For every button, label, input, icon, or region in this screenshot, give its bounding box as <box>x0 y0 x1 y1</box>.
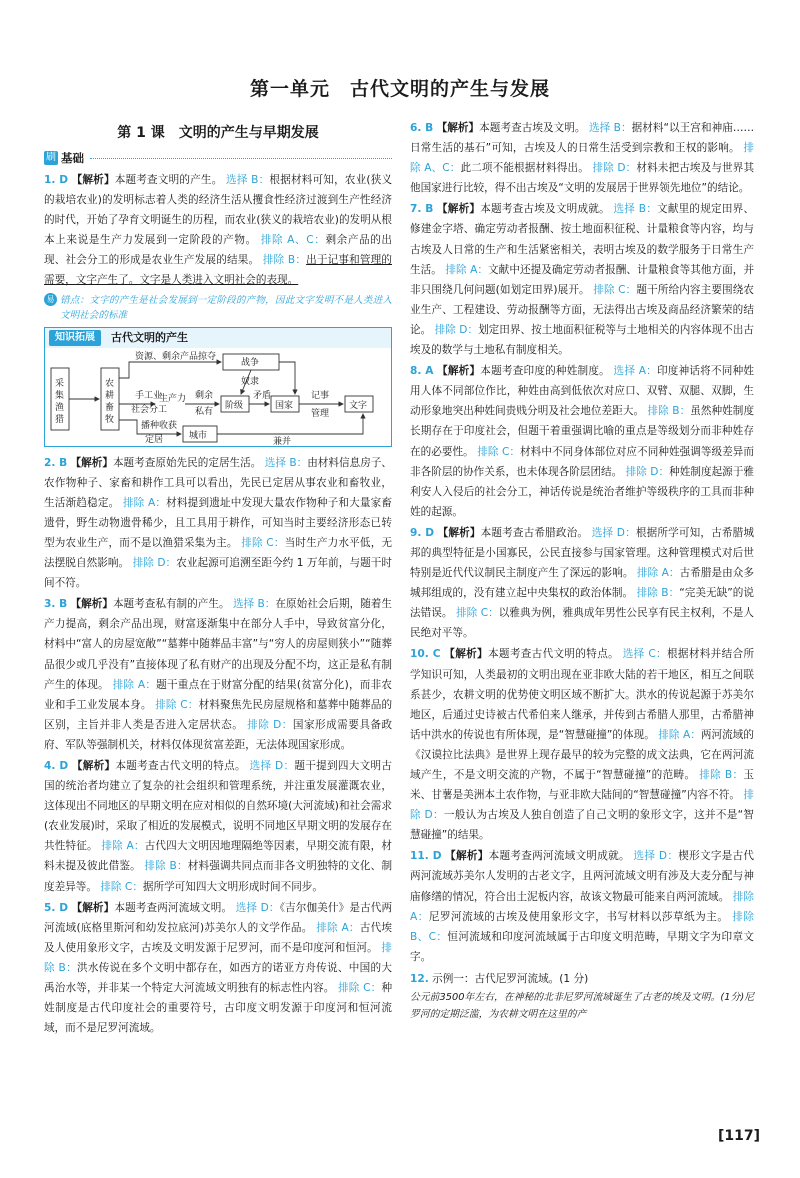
label-state: 国家 <box>275 400 294 411</box>
answer-q9: 9. D 【解析】本题考查古希腊政治。 选择 D：根据所学可知，古希腊城邦的典型特征是小国寡民，公民直接参与国家管理。这种管理模式对后世特别是近代代议制民主制度产生了深远的影响。 排除 A：古希腊是由众多城邦组成的，没有建立起中央集权的政治体制。 排除 B：“完美无缺”的说法错误。 排除 C：以雅典为例，雅典成年男性公民享有民主权利，不是人民绝对平等。 <box>410 526 755 640</box>
label-writing: 文字 <box>349 400 368 411</box>
answer-q12: 12. 示例一：古代尼罗河流域。(1 分) 公元前3500年左右，在神秘的北非尼罗河流域诞生了古老的埃及文明。(1分)尼罗河的定期泛滥，为农耕文明在这里的产 <box>410 969 754 1023</box>
label-handicraft-2: 社会分工 <box>131 404 168 415</box>
svg-text:牧: 牧 <box>105 414 115 425</box>
civilization-flow-diagram <box>45 348 391 446</box>
answer-q5: 5. D 【解析】本题考查两河流域文明。 选择 D：《吉尔伽美什》是古代两河流域(底格里斯河和幼发拉底河)苏美尔人的文学作品。 排除 A：古代埃及人使用象形文字，古埃及文明发源于尼罗河，而不是印度河和恒河。 排除 B：洪水传说在多个文明中都存在，如西方的诺亚方舟传说、中国的大禹治水等，并非某一个特定大河流域文明独有的标志性内容。 排除 C：种姓制度是古代印度社会的重要符号，古印度文明发源于印度河和恒河流域，而不是尼罗河流域。 <box>44 901 393 1035</box>
answer-q12-body: 公元前3500年左右，在神秘的北非尼罗河流域诞生了古老的埃及文明。(1分)尼罗河的定期泛滥，为农耕文明在这里的产 <box>410 992 754 1021</box>
label-resource: 资源、剩余产品掠夺 <box>135 351 217 362</box>
node-nong-1: 农 <box>105 378 115 389</box>
knowledge-box <box>44 327 392 447</box>
section-badge: 刷 <box>46 152 56 163</box>
svg-text:耕: 耕 <box>105 390 115 401</box>
section-label: 基础 <box>61 150 84 165</box>
answer-q10: 10. C 【解析】本题考查古代文明的特点。 选择 C：根据材料并结合所学知识可知，人类最初的文明出现在亚非欧大陆的若干地区，相互之间联系甚少，农耕文明的优势使文明区域不断扩大。洪水的传说起源于苏美尔地区，后通过史诗被古代希伯来人继承，并传到古希腊人那里，古希腊神话中洪水的传说也有所体现，是“智慧碰撞”的体现。 排除 A：两河流域的《汉谟拉比法典》是世界上现存最早的较为完整的成文法典，它在两河流域产生，不是文明交流的产物，不属于“智慧碰撞”的范畴。 排除 B：玉米、甘薯是美洲本土农作物，与亚非欧大陆间的“智慧碰撞”内容不符。 排除 D：一般认为古埃及人独自创造了自己文明的象形文字，这并不是“智慧碰撞”的结果。 <box>410 648 755 842</box>
unit-title: 第一单元 古代文明的产生与发展 <box>249 78 550 100</box>
knowledge-title: 古代文明的产生 <box>111 330 188 344</box>
label-conflict: 矛盾 <box>253 390 272 401</box>
label-class: 阶级 <box>225 400 244 411</box>
label-private: 私有 <box>195 406 214 417</box>
answer-q4: 4. D 【解析】本题考查古代文明的特点。 选择 D：题干提到四大文明古国的统治者均建立了复杂的社会组织和管理系统，并注重发展灌溉农业，这体现出不同地区的早期文明在应对相似的自然环境(大河流域)和社会需求(农业发展)时，采取了相近的发展模式，说明不同地区早期文明的发展存在共性特征。 排除 A：古代四大文明因地理隔绝等因素，早期交流有限，材料未提及彼此借鉴。 排除 B：材料强调共同点而非各文明独特的文化、制度差异等。 排除 C：据所学可知四大文明形成时间不同步。 <box>44 759 393 893</box>
svg-text:畜: 畜 <box>105 402 115 413</box>
answer-q2: 2. B 【解析】本题考查原始先民的定居生活。 选择 B：由材料信息房子、农作物种子、家畜和耕作工具可以看出，先民已定居从事农业和畜牧业，生活渐趋稳定。 排除 A：材料提到遗址中发现大量农作物种子和大量家畜遗骨，野生动物遗骨稀少，且工具用于耕作，可知当时主要经济形态已转型为农业生产，而不是以渔猎采集为主。 排除 C：当时生产力水平低，无法摆脱自然影响。 排除 D：农业起源可追溯至距今约 1 万年前，与题干时间不符。 <box>44 456 393 590</box>
answer-q7: 7. B 【解析】本题考查古埃及文明成就。 选择 B：文献里的规定田界、修建金字塔、确定劳动者报酬、按土地面积征税、计量粮食等内容，均与古埃及人日常的生产和生活紧密相关，表明古埃及的数学服务于日常生产生活。 排除 A：文献中还提及确定劳动者报酬、计量粮食等其他方面，并非只围绕几何问题(如划定田界)展开。 排除 C：题干所给内容主要围绕农业生产、工程建设、劳动报酬等方面，无法得出古埃及商品经济繁荣的结论。 排除 D：划定田界、按土地面积征税等与土地相关的内容体现不出古埃及的数学与土地私有制度相关。 <box>410 203 755 357</box>
answer-q6: 6. B 【解析】本题考查古埃及文明。 选择 B：据材料“以王宫和神庙……日常生活的基石”可知，古埃及人的日常生活受到宗教和王权的影响。 排除 A、C：此二项不能根据材料得出。 排除 D：材料未把古埃及与世界其他国家进行比较，得不出古埃及“文明的发展居于世界领先地位”的结论。 <box>410 122 755 195</box>
label-war: 战争 <box>241 357 260 368</box>
label-record-2: 管理 <box>311 408 330 419</box>
label-settle-1: 播种收获 <box>141 420 178 431</box>
section-divider <box>90 157 392 159</box>
svg-text:渔: 渔 <box>55 402 65 413</box>
right-column <box>410 118 754 1024</box>
page-number: [117] <box>718 1128 761 1144</box>
label-surplus: 剩余 <box>195 390 214 401</box>
label-record-1: 记事 <box>311 390 330 401</box>
error-note-icon: 易 <box>44 293 57 306</box>
label-handicraft-1: 手工业 <box>135 390 163 401</box>
section-heading-basic <box>44 148 392 168</box>
label-annex: 兼并 <box>273 436 292 446</box>
answer-q11: 11. D 【解析】本题考查两河流域文明成就。 选择 D：楔形文字是古代两河流域苏美尔人发明的古老文字，且两河流域文明有涉及大麦分配与神庙修缮的情况，符合出土泥板内容，故该文物最可能来自两河流域。 排除 A：尼罗河流域的古埃及使用象形文字，书写材料以莎草纸为主。 排除 B、C：恒河流域和印度河流域属于古印度文明范畴，早期文字为印章文字。 <box>410 850 755 963</box>
label-settle-2: 定居 <box>145 434 164 445</box>
answer-q1: 1. D 【解析】本题考查文明的产生。 选择 B：根据材料可知，农业(狭义的栽培农业)的发明标志着人类的经济生活从攫食性经济过渡到生产性经济的时代，开始了孕育文明诞生的历程，而农业(狭义的栽培农业)的发明从根本上来说是生产力发展到一定阶段的产物。 排除 A、C：剩余产品的出现、社会分工的形成是农业生产发展的结果。 排除 B：出于记事和管理的需要，文字产生了。文字是人类进入文明社会的表现。 <box>44 174 393 287</box>
label-productivity: 生产力 <box>159 393 187 404</box>
lesson-title: 第 1 课 文明的产生与早期发展 <box>117 125 319 141</box>
answer-q8: 8. A 【解析】本题考查印度的种姓制度。 选择 A：印度神话将不同种姓用人体不同部位作比，种姓由高到低依次对应口、双臂、双腿、双脚，生动形象地突出种姓间贵贱分明及社会地位差距大。 排除 B：虽然种姓制度长期存在于印度社会，但题干着重强调比喻的重点是等级划分而非种姓存在的必要性。 排除 C：材料中不同身体部位对应不同种姓强调等级差异而非各阶层的协作关系，也未体现各阶层团结。 排除 D：种姓制度起源于雅利安人入侵后的社会分工，神话传说是统治者维护等级秩序的工具而非种姓的起源。 <box>410 365 755 518</box>
node-cai-1: 采 <box>55 378 65 389</box>
knowledge-tag: 知识拓展 <box>49 330 101 346</box>
left-column <box>44 118 392 1039</box>
label-city: 城市 <box>189 430 208 441</box>
label-slave: 奴隶 <box>241 376 260 387</box>
svg-text:猎: 猎 <box>55 414 65 425</box>
answer-q3: 3. B 【解析】本题考查私有制的产生。 选择 B：在原始社会后期，随着生产力提高，剩余产品出现，财富逐渐集中在部分人手中，导致贫富分化，材料中“富人的房屋宽敞”“墓葬中随葬品丰富”与“穷人的房屋则狭小”“随葬品很少或几乎没有”直接体现了私有财产的出现及分配不均，这正是私有制产生的体现。 排除 A：题干重点在于财富分配的结果(贫富分化)，而非农业和手工业发展本身。 排除 C：材料聚焦先民房屋规格和墓葬中随葬品的区别，主旨并非人类是否进入定居状态。 排除 D：国家形成需要具备政府、军队等强制机关，材料仅体现贫富差距，无法体现国家形成。 <box>44 598 393 751</box>
svg-text:集: 集 <box>55 390 65 401</box>
error-note: 易 错点：文字的产生是社会发展到一定阶段的产物，因此文字发明不是人类进入文明社会的标准 <box>44 293 392 323</box>
